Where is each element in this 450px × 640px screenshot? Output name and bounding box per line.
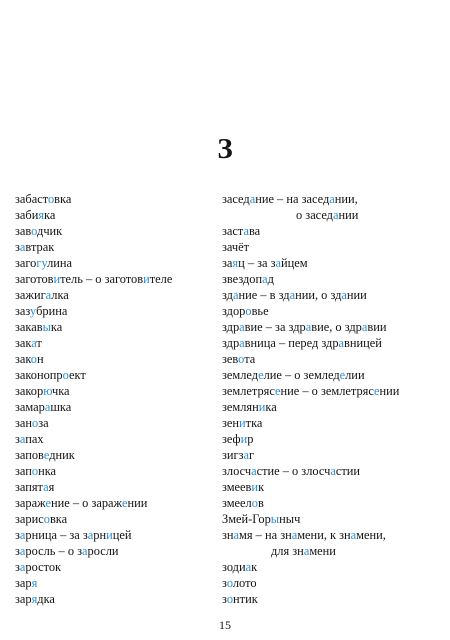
stressed-vowel: а [249,192,256,206]
stressed-vowel: о [238,352,245,366]
stressed-vowel: о [245,304,252,318]
word-entry [15,591,215,607]
word-text: цей [112,528,132,542]
word-text: зак [15,336,32,350]
word-text: зигз [222,448,244,462]
word-text: ка [44,208,56,222]
word-text: рница – за з [25,528,88,542]
word-text: забаст [15,192,48,206]
word-text: засед [222,192,250,206]
stressed-vowel: а [338,336,345,350]
word-text: зоди [222,560,246,574]
word-entry [15,463,215,479]
word-text: р [247,432,254,446]
stressed-vowel: о [226,592,234,606]
word-text: та [244,352,256,366]
stressed-vowel: а [291,528,298,542]
stressed-vowel: а [332,208,339,222]
word-entry [222,399,444,415]
stressed-vowel: и [106,528,113,542]
stressed-vowel: о [226,576,233,590]
word-text: ние – на засед [255,192,330,206]
word-entry [222,383,444,399]
word-text: росли [87,544,119,558]
stressed-vowel: а [19,432,26,446]
word-text: заго [15,256,37,270]
word-text: вница – перед здр [244,336,339,350]
word-text: тка [245,416,263,430]
word-entry [222,431,444,447]
stressed-vowel: е [258,368,264,382]
stressed-vowel: а [44,400,51,414]
word-entry [222,447,444,463]
word-text: т [36,336,42,350]
word-entry [222,239,444,255]
word-text: за [222,256,233,270]
stressed-vowel: а [19,240,26,254]
word-text: к [258,480,265,494]
stressed-vowel: а [232,288,239,302]
word-text: здор [222,304,246,318]
stressed-vowel: а [305,320,312,334]
stressed-vowel: а [19,544,26,558]
word-text: за [38,416,49,430]
word-entry [222,527,444,543]
word-entry [222,479,444,495]
word-entry [222,511,444,527]
stressed-vowel: а [329,192,335,206]
stressed-vowel: а [330,464,336,478]
word-text: мени [309,544,336,558]
stressed-vowel: е [45,496,51,510]
word-entry [222,335,444,351]
word-text: з [15,528,20,542]
word-text: рн [93,528,107,542]
stressed-vowel: у [30,304,37,318]
stressed-vowel: а [243,448,250,462]
right-word-column [222,191,444,607]
stressed-vowel: о [251,496,258,510]
word-entry [15,399,215,415]
stressed-vowel: а [289,288,296,302]
word-text: мени, [356,528,386,542]
word-text: нии, [334,192,358,206]
stressed-vowel: о [31,224,38,238]
word-entry [222,207,444,223]
word-text: росль – о з [25,544,83,558]
stressed-vowel: о [47,192,55,206]
stressed-vowel: я [31,576,38,590]
word-text: зарис [15,512,44,526]
word-entry [15,239,215,255]
word-text: здр [222,320,240,334]
word-text: заготов [15,272,54,286]
word-entry [15,255,215,271]
word-text: н [37,352,44,366]
stressed-vowel: а [45,288,52,302]
word-entry [222,255,444,271]
stressed-vowel: а [31,336,37,350]
word-text: зен [222,416,240,430]
word-entry [15,335,215,351]
word-entry [15,223,215,239]
word-text: Змей-Гор [222,512,271,526]
word-entry [15,511,215,527]
word-text: замар [15,400,45,414]
word-text: закав [15,320,43,334]
word-entry [222,223,444,239]
word-entry [15,527,215,543]
stressed-vowel: е [339,368,346,382]
stressed-vowel: о [31,464,39,478]
word-text: чка [51,384,70,398]
word-text: ние – о землетряс [280,384,375,398]
word-entry [15,319,215,335]
word-text: росток [25,560,62,574]
word-entry [15,479,215,495]
stressed-vowel: а [87,528,94,542]
word-text: з [15,544,20,558]
word-entry [222,351,444,367]
word-text: нка [38,464,57,478]
stressed-vowel: о [43,512,50,526]
word-text: заз [15,304,31,318]
word-entry [15,303,215,319]
word-text: йцем [281,256,308,270]
word-text: зеф [222,432,241,446]
word-entry [222,559,444,575]
stressed-vowel: и [240,432,248,446]
word-text: землед [222,368,259,382]
word-text: ние – о зараж [51,496,122,510]
word-text: з [15,240,20,254]
word-text: ка [50,320,63,334]
word-text: в [257,496,264,510]
word-text: зан [15,416,33,430]
word-entry [222,415,444,431]
word-text: брина [36,304,68,318]
stressed-vowel: а [251,464,257,478]
stressed-vowel: о [30,352,37,366]
stressed-vowel: а [239,336,245,350]
word-text: о засед [296,208,333,222]
word-entry [222,543,444,559]
word-text: з [15,560,20,574]
word-text: зн [222,528,234,542]
word-entry [15,367,215,383]
word-text: нии [346,288,367,302]
left-word-column [15,191,215,607]
word-entry [222,495,444,511]
word-entry [222,319,444,335]
word-entry [15,415,215,431]
word-text: ка [265,400,277,414]
stressed-vowel: я [232,256,239,270]
word-text: лина [47,256,73,270]
word-entry [15,351,215,367]
stressed-vowel: а [341,288,347,302]
stressed-vowel: ы [270,512,280,526]
word-text: з [15,432,20,446]
word-text: звездоп [222,272,263,286]
word-text: ц – за з [238,256,276,270]
word-text: шка [50,400,72,414]
word-text: змеев [222,480,252,494]
word-entry [15,271,215,287]
word-text: з [222,592,227,606]
word-text: закор [15,384,44,398]
word-entry [15,431,215,447]
stressed-vowel: а [243,224,249,238]
stressed-vowel: я [31,592,38,606]
word-text: зак [15,352,31,366]
word-text: злосч [222,464,252,478]
word-entry [15,207,215,223]
word-entry [15,383,215,399]
word-text: дчик [37,224,63,238]
stressed-vowel: е [121,496,128,510]
word-text: заби [15,208,39,222]
word-entry [15,495,215,511]
word-text: стии [335,464,361,478]
word-text: для зн [271,544,304,558]
word-text: землетряс [222,384,276,398]
word-text: змеел [222,496,252,510]
word-entry [15,543,215,559]
stressed-vowel: а [82,544,88,558]
word-text: ныч [279,512,301,526]
word-text: вие – за здр [244,320,306,334]
stressed-vowel: а [245,560,252,574]
word-entry [15,447,215,463]
word-text: нии [338,208,359,222]
word-text: запов [15,448,44,462]
word-entry [222,303,444,319]
word-text: я [48,480,55,494]
word-text: мени, к зн [297,528,351,542]
word-text: заст [222,224,244,238]
word-entry [15,575,215,591]
stressed-vowel: и [53,272,61,286]
word-text: з [222,576,227,590]
word-text: запят [15,480,44,494]
stressed-vowel: а [19,528,26,542]
word-entry [222,591,444,607]
stressed-vowel: а [19,560,26,574]
stressed-vowel: а [361,320,368,334]
word-text: вка [54,192,72,206]
word-entry [222,463,444,479]
word-text: зев [222,352,239,366]
word-text: зажиг [15,288,46,302]
word-entry [222,287,444,303]
stressed-vowel: а [239,320,245,334]
stressed-vowel: ы [42,320,51,334]
stressed-vowel: е [43,448,50,462]
stressed-vowel: а [275,256,282,270]
word-text: нтик [233,592,258,606]
stressed-vowel: е [374,384,380,398]
stressed-vowel: а [233,528,240,542]
stressed-vowel: и [239,416,246,430]
word-text: теле [149,272,173,286]
word-text: г [249,448,255,462]
stressed-vowel: ю [43,384,52,398]
word-text: дник [49,448,75,462]
word-text: зд [222,288,233,302]
word-text: к [251,560,258,574]
word-text: стие – о злосч [256,464,331,478]
word-text: здр [222,336,240,350]
word-text: вка [49,512,68,526]
word-text: пах [25,432,44,446]
word-text: землян [222,400,259,414]
stressed-vowel: о [62,368,69,382]
stressed-vowel: о [32,416,39,430]
word-entry [15,559,215,575]
word-text: вье [251,304,269,318]
word-text: законопр [15,368,63,382]
word-text: лото [232,576,257,590]
section-letter: З [217,133,233,165]
stressed-vowel: и [258,400,266,414]
stressed-vowel: а [43,480,49,494]
stressed-vowel: а [262,272,268,286]
word-text: нии, о зд [295,288,342,302]
word-text: ва [248,224,261,238]
word-text: лие – о землед [263,368,340,382]
word-entry [222,271,444,287]
stressed-vowel: а [303,544,310,558]
word-text: зап [15,464,32,478]
stressed-vowel: гу [36,256,48,270]
stressed-vowel: е [275,384,281,398]
word-entry [222,367,444,383]
word-text: вницей [344,336,382,350]
word-text: зав [15,224,32,238]
word-text: зачёт [222,240,250,254]
word-text: дка [37,592,55,606]
word-text: ние – в зд [238,288,290,302]
word-text: лка [51,288,69,302]
word-text: тель – о заготов [60,272,144,286]
word-text: д [267,272,274,286]
word-text: зар [15,576,32,590]
word-text: лии [345,368,365,382]
word-text: зараж [15,496,46,510]
word-entry [222,575,444,591]
word-text: нии [379,384,400,398]
stressed-vowel: я [38,208,45,222]
word-text: ект [69,368,86,382]
stressed-vowel: и [251,480,259,494]
page-number: 15 [219,618,231,632]
word-entry [222,191,444,207]
word-text: нии [127,496,148,510]
word-text: мя – на зн [239,528,292,542]
stressed-vowel: а [350,528,357,542]
word-text: зар [15,592,32,606]
word-entry [15,191,215,207]
word-text: втрак [25,240,55,254]
stressed-vowel: и [143,272,150,286]
word-text: вии [367,320,387,334]
word-text: вие, о здр [311,320,362,334]
word-entry [15,287,215,303]
